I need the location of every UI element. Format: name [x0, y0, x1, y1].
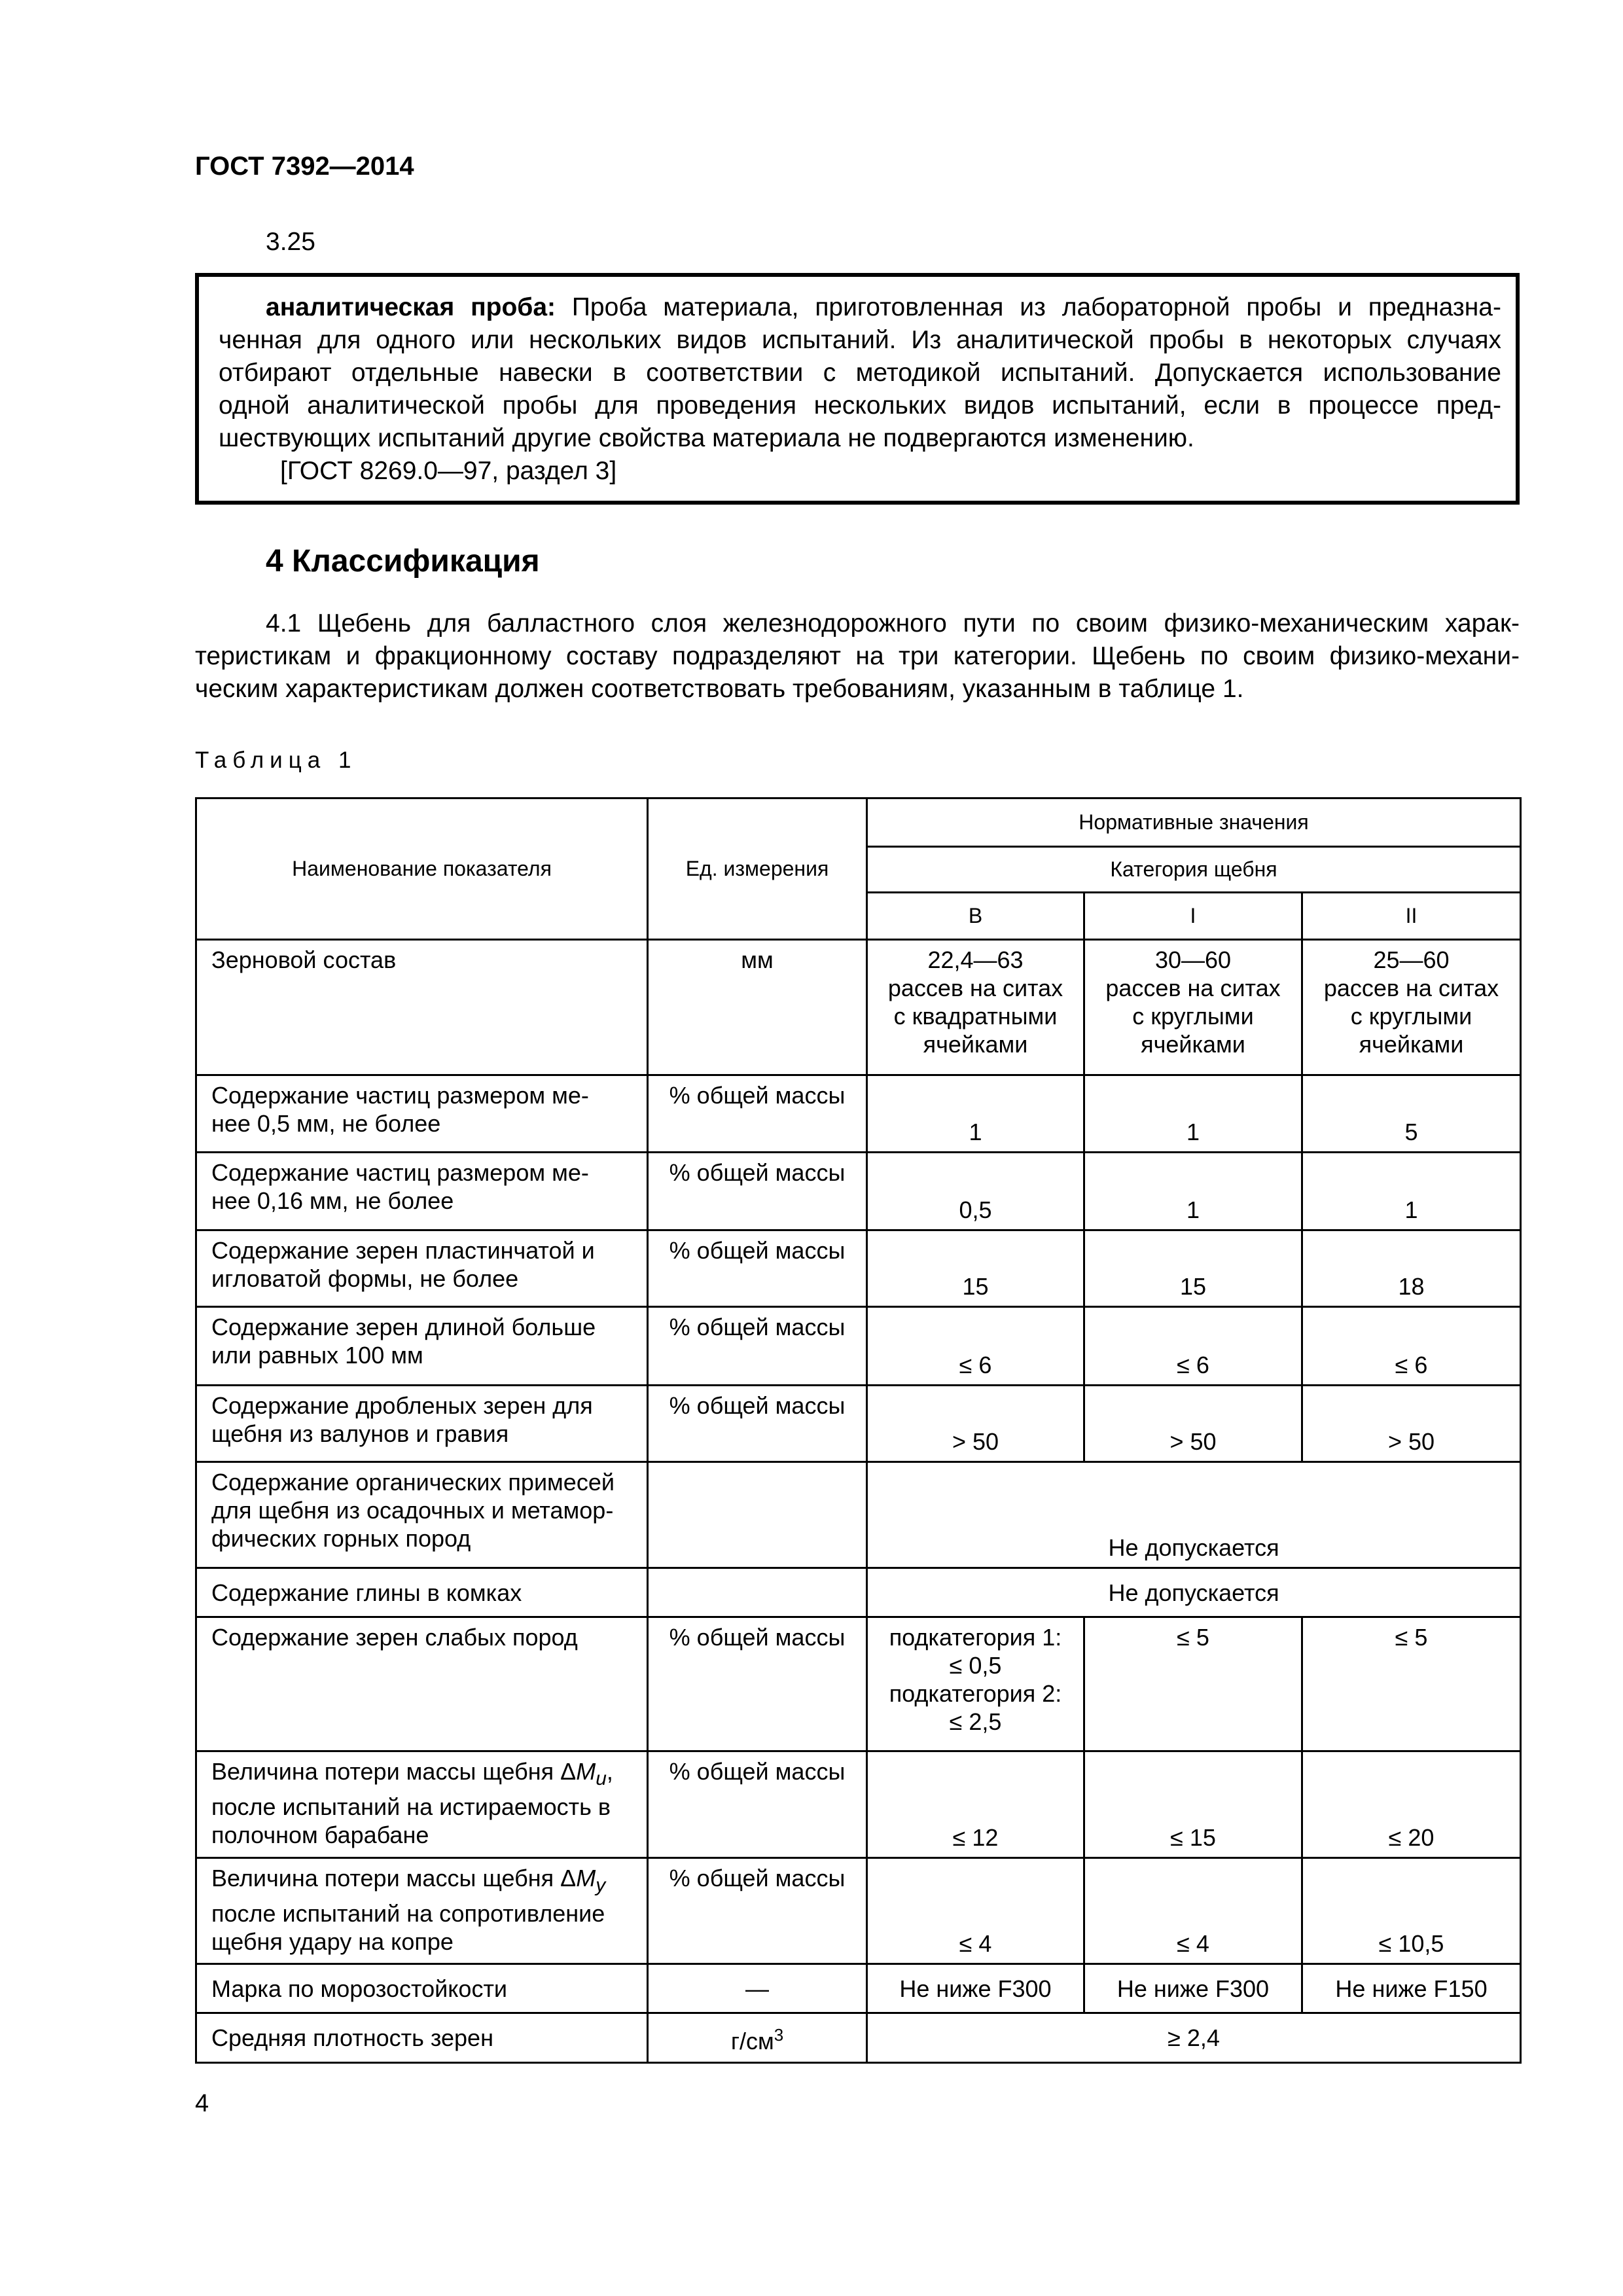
value-category-i: ≤ 15 [1084, 1751, 1302, 1858]
definition-term: аналитическая проба: [266, 293, 556, 321]
document-header: ГОСТ 7392—2014 [195, 152, 414, 181]
table-row [196, 940, 1521, 1075]
indicator-name-text: после испытаний на сопротивление щебня удару на копре [211, 1900, 605, 1956]
unit-superscript: 3 [774, 2024, 784, 2045]
unit-text: % общей массы [669, 1392, 846, 1419]
unit [648, 1075, 867, 1153]
table-row [196, 1075, 1521, 1153]
unit-text: — [745, 1975, 769, 2002]
definition-line: шествующих испытаний другие свойства материала не подвергаются изменению. [219, 424, 1194, 452]
value-category-ii: Не ниже F150 [1302, 1964, 1521, 2013]
unit [648, 1462, 867, 1568]
value-category-b: 22,4—63 рассев на ситах с квадратными ячейками [867, 940, 1084, 1075]
clause-number: 3.25 [266, 228, 315, 256]
page-number: 4 [195, 2090, 209, 2117]
unit [648, 1230, 867, 1307]
section-paragraph [195, 607, 1520, 706]
symbol-subscript: у [596, 1874, 606, 1897]
unit [648, 1307, 867, 1386]
merged-value: Не допускается [867, 1462, 1521, 1568]
header-normative: Нормативные значения [867, 798, 1521, 847]
requirements-table [195, 797, 1522, 2064]
unit [648, 1386, 867, 1462]
definition-line: ченная для одного или нескольких видов испытаний. Из аналитической пробы в некоторых случаях [219, 326, 1501, 354]
unit-text: мм [741, 946, 774, 973]
table-row [196, 1153, 1521, 1230]
indicator-name-text: Величина потери массы щебня Δ [211, 1865, 577, 1892]
unit [648, 1751, 867, 1858]
value-category-b: подкатегория 1: ≤ 0,5 подкатегория 2: ≤ 2,5 [867, 1617, 1084, 1751]
value-category-i: ≤ 5 [1084, 1617, 1302, 1751]
symbol: M [576, 1758, 596, 1785]
indicator-name-text: , после испытаний на истираемость в полочном барабане [211, 1758, 613, 1849]
value-category-i: 1 [1084, 1153, 1302, 1230]
table-row [196, 1230, 1521, 1307]
table-row [196, 1858, 1521, 1964]
indicator-name: Содержание органических примесей для щебня из осадочных и метамор- фических горных пород [196, 1462, 648, 1568]
paragraph-line: ческим характеристикам должен соответствовать требованиям, указанным в таблице 1. [195, 675, 1244, 703]
value-category-b: 1 [867, 1075, 1084, 1153]
unit-text: % общей массы [669, 1624, 846, 1651]
indicator-name [196, 1858, 648, 1964]
header-category: Категория щебня [867, 847, 1521, 893]
table-row [196, 2013, 1521, 2063]
indicator-name: Зерновой состав [196, 940, 648, 1075]
indicator-name: Содержание зерен слабых пород [196, 1617, 648, 1751]
table-header-row [196, 798, 1521, 847]
value-category-ii: 5 [1302, 1075, 1521, 1153]
value-category-ii: ≤ 5 [1302, 1617, 1521, 1751]
unit-text: г/см [730, 2027, 774, 2054]
paragraph-line: теристикам и фракционному составу подразделяют на три категории. Щебень по своим физико-механи- [195, 642, 1520, 670]
value-category-ii: 18 [1302, 1230, 1521, 1307]
value-category-i: 1 [1084, 1075, 1302, 1153]
value-category-b: ≤ 12 [867, 1751, 1084, 1858]
indicator-name: Содержание частиц размером ме- нее 0,5 мм, не более [196, 1075, 648, 1153]
definition-line: отбирают отдельные навески в соответствии с методикой испытаний. Допускается использование [219, 359, 1501, 387]
value-category-i: ≤ 4 [1084, 1858, 1302, 1964]
header-category-b: В [867, 893, 1084, 940]
value-category-b: ≤ 4 [867, 1858, 1084, 1964]
value-category-ii: > 50 [1302, 1386, 1521, 1462]
merged-value: ≥ 2,4 [867, 2013, 1521, 2063]
table-row [196, 1307, 1521, 1386]
value-category-b: 15 [867, 1230, 1084, 1307]
unit-text: % общей массы [669, 1314, 846, 1340]
value-category-b: ≤ 6 [867, 1307, 1084, 1386]
symbol-subscript: и [596, 1768, 607, 1790]
table-row [196, 1751, 1521, 1858]
indicator-name-text: Величина потери массы щебня Δ [211, 1758, 577, 1785]
definition-line [219, 291, 1501, 324]
unit [648, 1153, 867, 1230]
section-title: 4 Классификация [266, 544, 540, 579]
definition-line: одной аналитической пробы для проведения нескольких видов испытаний, если в процессе пред- [219, 391, 1501, 420]
value-category-ii: ≤ 6 [1302, 1307, 1521, 1386]
unit [648, 1568, 867, 1617]
unit [648, 1964, 867, 2013]
table-row [196, 1462, 1521, 1568]
definition-reference: [ГОСТ 8269.0—97, раздел 3] [280, 457, 617, 485]
unit-text: % общей массы [669, 1865, 846, 1892]
paragraph-line: 4.1 Щебень для балластного слоя железнодорожного пути по своим физико-механическим харак- [266, 609, 1520, 637]
merged-value: Не допускается [867, 1568, 1521, 1617]
unit-text: % общей массы [669, 1237, 846, 1264]
definition-box [195, 273, 1520, 505]
header-category-ii: II [1302, 893, 1521, 940]
unit-text: % общей массы [669, 1082, 846, 1109]
table-row [196, 1386, 1521, 1462]
value-category-i: 15 [1084, 1230, 1302, 1307]
table-row [196, 1617, 1521, 1751]
header-category-i: I [1084, 893, 1302, 940]
unit [648, 1858, 867, 1964]
symbol: M [576, 1865, 596, 1892]
table-caption: Таблица 1 [195, 747, 357, 773]
indicator-name: Средняя плотность зерен [196, 2013, 648, 2063]
value-category-ii: ≤ 20 [1302, 1751, 1521, 1858]
unit-text: % общей массы [669, 1159, 846, 1186]
definition-text [219, 291, 1501, 455]
definition-line-text: Проба материала, приготовленная из лабораторной пробы и предназна- [556, 293, 1501, 321]
value-category-i: 30—60 рассев на ситах с круглыми ячейками [1084, 940, 1302, 1075]
value-category-b: Не ниже F300 [867, 1964, 1084, 2013]
unit [648, 940, 867, 1075]
value-category-ii: 1 [1302, 1153, 1521, 1230]
indicator-name: Марка по морозостойкости [196, 1964, 648, 2013]
indicator-name: Содержание зерен пластинчатой и игловатой формы, не более [196, 1230, 648, 1307]
indicator-name [196, 1751, 648, 1858]
table-row [196, 1568, 1521, 1617]
table-row [196, 1964, 1521, 2013]
value-category-ii: 25—60 рассев на ситах с круглыми ячейками [1302, 940, 1521, 1075]
value-category-b: 0,5 [867, 1153, 1084, 1230]
indicator-name: Содержание частиц размером ме- нее 0,16 мм, не более [196, 1153, 648, 1230]
unit [648, 2013, 867, 2063]
header-name: Наименование показателя [196, 798, 648, 940]
value-category-i: ≤ 6 [1084, 1307, 1302, 1386]
header-unit: Ед. измерения [648, 798, 867, 940]
value-category-ii: ≤ 10,5 [1302, 1858, 1521, 1964]
indicator-name: Содержание глины в комках [196, 1568, 648, 1617]
value-category-i: > 50 [1084, 1386, 1302, 1462]
indicator-name: Содержание дробленых зерен для щебня из валунов и гравия [196, 1386, 648, 1462]
indicator-name: Содержание зерен длиной больше или равных 100 мм [196, 1307, 648, 1386]
value-category-i: Не ниже F300 [1084, 1964, 1302, 2013]
unit [648, 1617, 867, 1751]
value-category-b: > 50 [867, 1386, 1084, 1462]
unit-text: % общей массы [669, 1758, 846, 1785]
